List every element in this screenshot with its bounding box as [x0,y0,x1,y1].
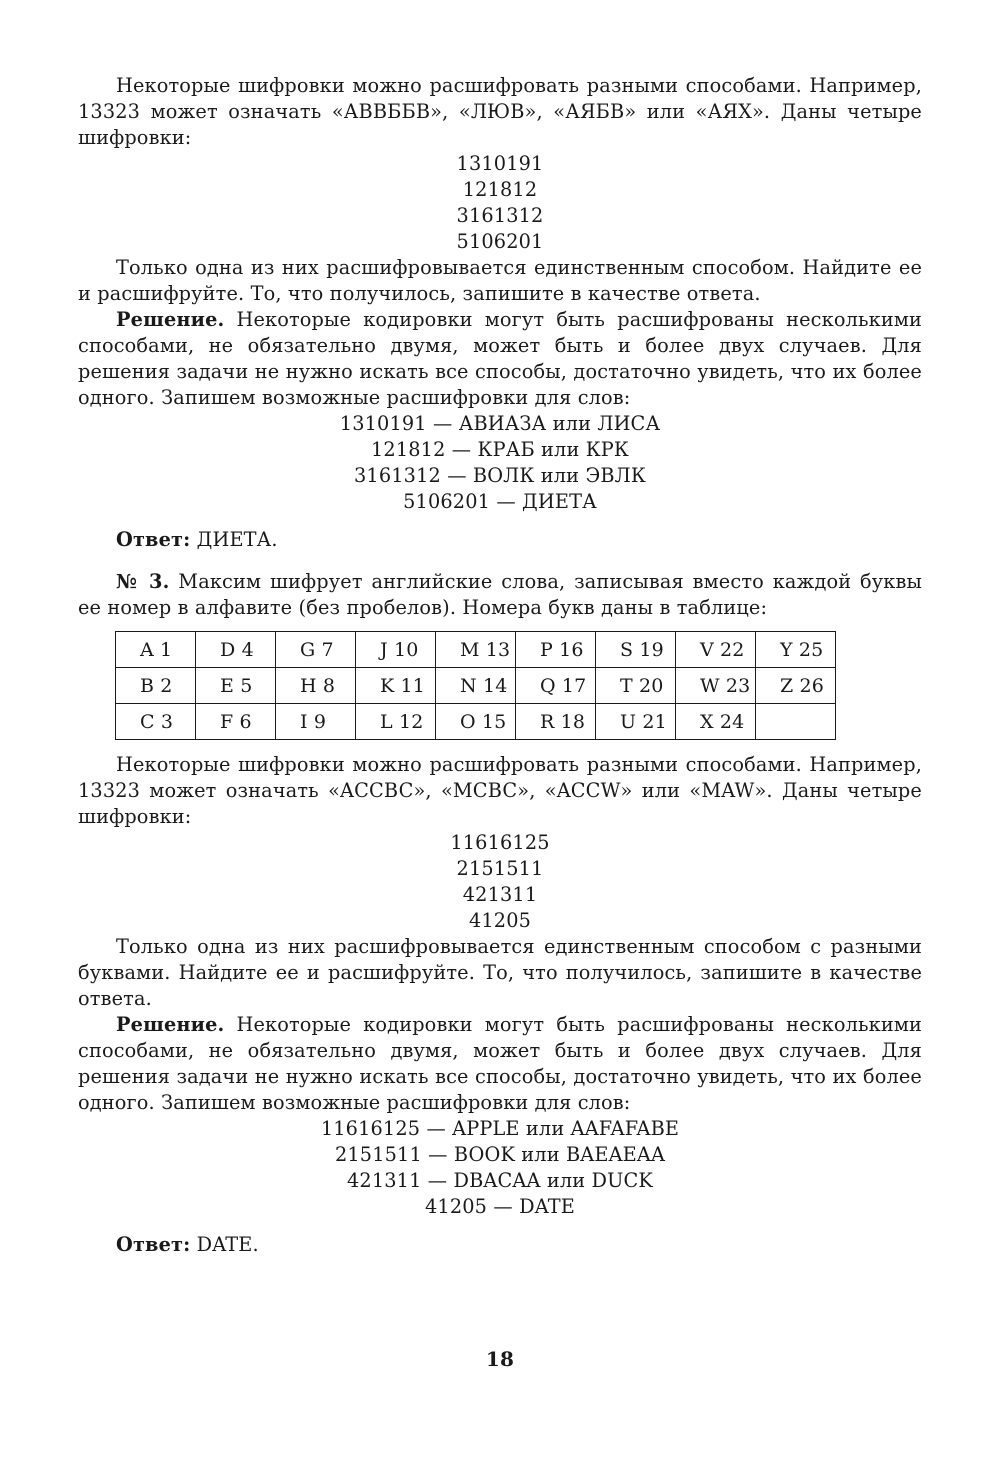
code-item: 11616125 [450,831,550,854]
code-item: 3161312 [456,204,544,227]
code-item: 2151511 [456,857,544,880]
intro-paragraph-1: Некоторые шифровки можно расшифровать разными способами. Например, 13323 может означать «АВВББВ», «ЛЮВ», «АЯБВ» или «АЯХ». Даны четыре шифровки: [78,74,922,149]
decoding-item: 1310191 — АВИАЗА или ЛИСА [339,412,661,435]
table-cell: U 21 [596,704,676,740]
table-cell: B 2 [116,668,196,704]
table-row [116,632,836,668]
table-cell: C 3 [116,704,196,740]
table-row [116,668,836,704]
table-cell-empty [756,704,836,740]
code-item: 5106201 [456,230,544,253]
table-row [116,704,836,740]
intro-paragraph-2: Некоторые шифровки можно расшифровать разными способами. Например, 13323 может означать «ACCBC», «MCBC», «ACCW» или «MAW». Даны четыре шифровки: [78,753,922,828]
table-cell: X 24 [676,704,756,740]
code-item: 1310191 [456,152,544,175]
table-cell: L 12 [356,704,436,740]
answer-line-1 [78,527,922,553]
task-number: № 3. [116,570,170,593]
solution-label: Решение. [116,1013,225,1036]
solution-text: Некоторые кодировки могут быть расшифрованы несколькими способами, не обязательно двумя, может быть и более двух случаев. Для решения задачи не нужно искать все способы, достаточно увидеть, что их более одного. Запишем возможные расшифровки для слов: [78,308,922,409]
code-item: 121812 [462,178,538,201]
question-paragraph-1: Только одна из них расшифровывается единственным способом. Найдите ее и расшифруйте. То, что получилось, запишите в качестве ответа. [78,256,922,305]
decoding-item: 41205 — DATE [425,1195,575,1218]
code-list-2 [78,830,922,934]
table-cell: P 16 [516,632,596,668]
task-statement: Максим шифрует английские слова, записывая вместо каждой буквы ее номер в алфавите (без пробелов). Номера букв даны в таблице: [78,570,922,619]
decoding-list-2 [78,1116,922,1220]
table-cell: I 9 [276,704,356,740]
table-cell: N 14 [436,668,516,704]
answer-value: ДИЕТА. [190,528,278,551]
table-cell: O 15 [436,704,516,740]
alphabet-table [115,631,836,740]
code-item: 41205 [468,909,532,932]
table-cell: G 7 [276,632,356,668]
table-cell: F 6 [196,704,276,740]
code-list-1 [78,151,922,255]
solution-label: Решение. [116,308,225,331]
decoding-item: 121812 — КРАБ или КРК [371,438,629,461]
code-item: 421311 [462,883,538,906]
table-cell: E 5 [196,668,276,704]
answer-line-2 [78,1232,922,1258]
table-cell: H 8 [276,668,356,704]
decoding-item: 2151511 — BOOK или BAEAEAA [334,1143,666,1166]
table-cell: Z 26 [756,668,836,704]
question-paragraph-2: Только одна из них расшифровывается единственным способом с разными буквами. Найдите ее и расшифруйте. То, что получилось, запишите в качестве ответа. [78,935,922,1010]
decoding-list-1 [78,411,922,515]
solution-text: Некоторые кодировки могут быть расшифрованы несколькими способами, не обязательно двумя, может быть и более двух случаев. Для решения задачи не нужно искать все способы, достаточно увидеть, что их более одного. Запишем возможные расшифровки для слов: [78,1013,922,1114]
table-cell: R 18 [516,704,596,740]
table-cell: Q 17 [516,668,596,704]
decoding-item: 5106201 — ДИЕТА [403,490,597,513]
decoding-item: 11616125 — APPLE или AAFAFABE [320,1117,680,1140]
answer-value: DATE. [190,1233,259,1256]
table-cell: T 20 [596,668,676,704]
table-cell: K 11 [356,668,436,704]
decoding-item: 3161312 — ВОЛК или ЭВЛК [354,464,646,487]
decoding-item: 421311 — DBACAA или DUCK [347,1169,653,1192]
answer-label: Ответ: [116,528,191,551]
solution-paragraph-1 [78,307,922,411]
table-cell: V 22 [676,632,756,668]
table-cell: J 10 [356,632,436,668]
answer-label: Ответ: [116,1233,191,1256]
table-cell: W 23 [676,668,756,704]
table-cell: Y 25 [756,632,836,668]
table-cell: S 19 [596,632,676,668]
table-cell: M 13 [436,632,516,668]
page-number: 18 [485,1347,515,1371]
table-cell: D 4 [196,632,276,668]
task-3-statement [78,569,922,621]
table-cell: A 1 [116,632,196,668]
solution-paragraph-2 [78,1012,922,1116]
